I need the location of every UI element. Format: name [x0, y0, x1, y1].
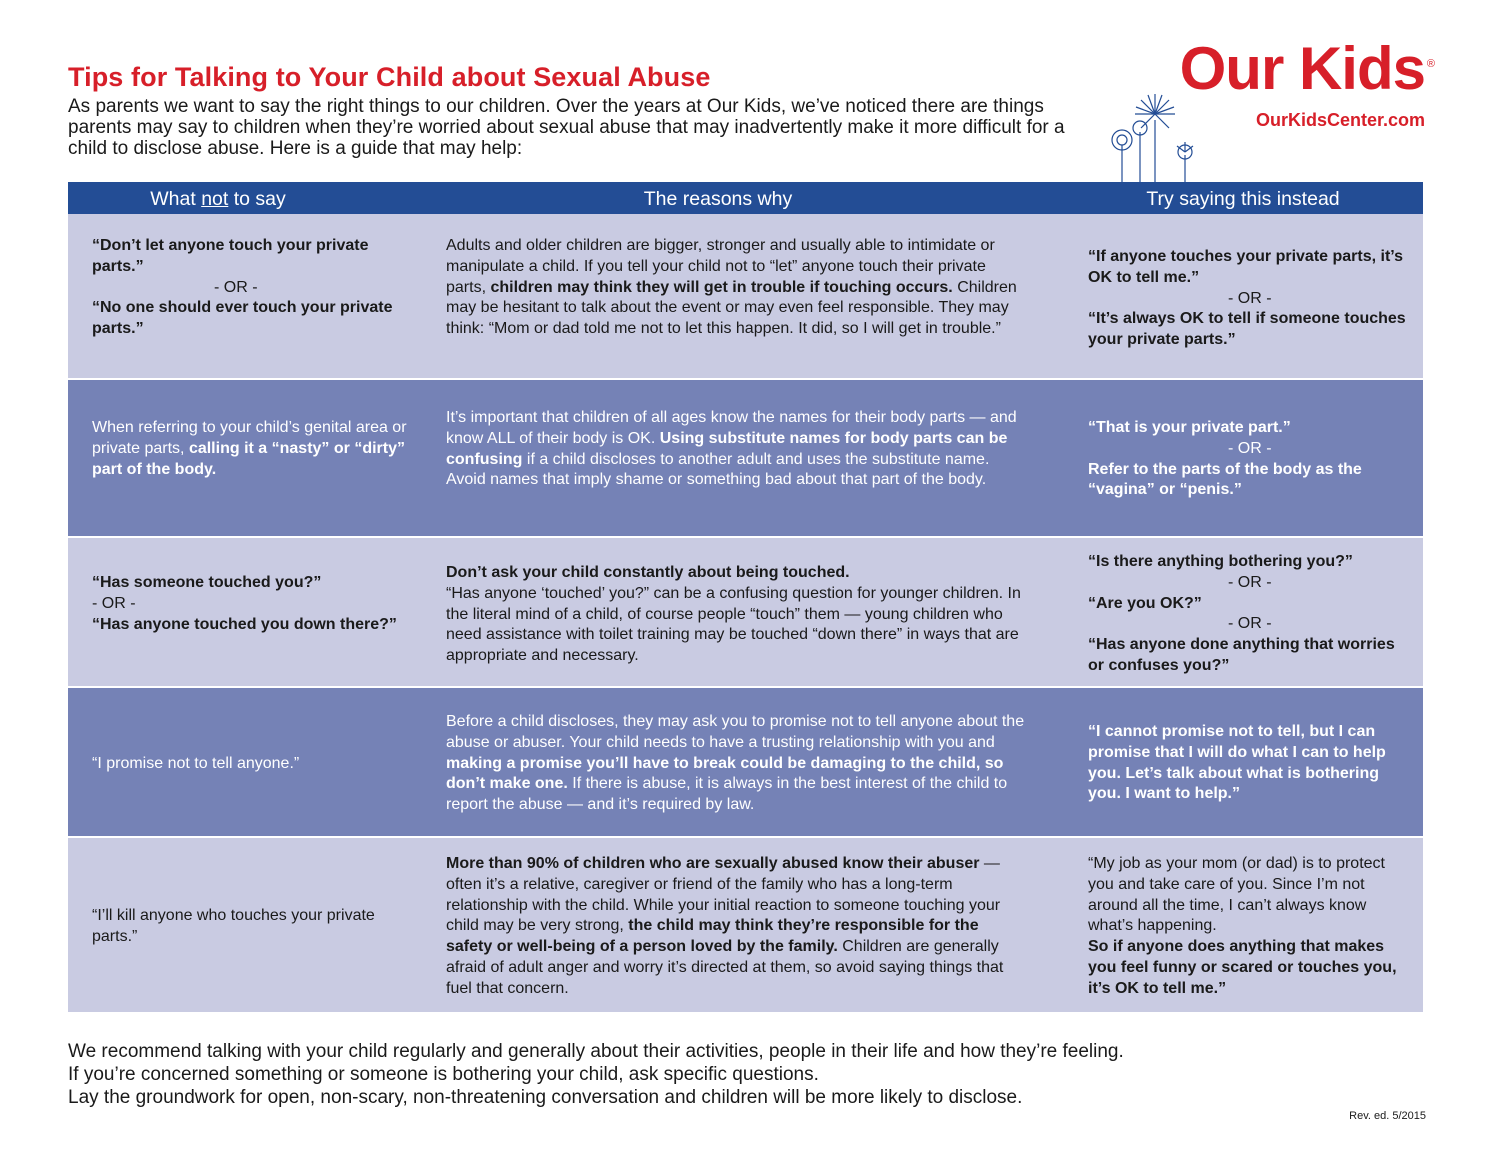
reason-cell: Don’t ask your child constantly about being touched. “Has anyone ‘touched’ you?” can be a confusing question for younger children. In the literal mind of a child, of course people “touch” them — young children who need assistance with toilet training may be touched “down there” in ways that are appropriate and necessary. [446, 564, 1021, 665]
smiley-o: O [1179, 35, 1226, 102]
our-kids-logo [1100, 30, 1445, 190]
reason-cell: Adults and older children are bigger, stronger and usually able to intimidate or manipulate a child. If you tell your child not to “let” anyone touch their private parts, children may think they will get in trouble if touching occurs. Children may be hesitant to talk about the event or may even feel responsible. They may think: “Mom or dad told me not to let this happen. It did, so I will get in trouble.” [446, 237, 1017, 338]
try-instead-cell: “If anyone touches your private parts, it’s OK to tell me.” - OR - “It’s always OK to tell if someone touches your private parts.” [1088, 248, 1406, 349]
tips-table [68, 182, 1423, 1012]
try-instead-cell: “My job as your mom (or dad) is to protect you and take care of you. Since I’m not around all the time, I can’t always know what’s happening. So if anyone does anything that makes you feel funny or scared or touches you, it’s OK to tell me.” [1088, 855, 1397, 997]
table-row [68, 688, 1423, 836]
what-not-to-say-cell: “Don’t let anyone touch your private parts.” - OR - “No one should ever touch your private parts.” [92, 237, 393, 338]
reason-cell: It’s important that children of all ages know the names for their body parts — and know ALL of their body is OK. Using substitute names for body parts can be confusing if a child discloses to another adult and uses the substitute name. Avoid names that imply shame or something bad about that part of the body. [446, 409, 1017, 489]
what-not-to-say-cell: “I’ll kill anyone who touches your private parts.” [92, 907, 375, 945]
page-title: Tips for Talking to Your Child about Sexual Abuse [68, 62, 711, 92]
table-row [68, 214, 1423, 378]
intro-paragraph: As parents we want to say the right things to our children. Over the years at Our Kids, we’ve noticed there are things parents may say to children when they’re worried about sexual abuse that may inadvertently make it more difficult for a child to disclose abuse. Here is a guide that may help: [68, 96, 1065, 159]
try-instead-cell: “I cannot promise not to tell, but I can promise that I will do what I can to help you. Let’s talk about what is bothering you. I want to help.” [1088, 723, 1386, 803]
header-reasons-why: The reasons why [643, 188, 793, 210]
table-row [68, 538, 1423, 686]
reason-cell: Before a child discloses, they may ask you to promise not to tell anyone about the abuse or abuser. Your child needs to have a trusting relationship with you and making a promise you’ll have to break could be damaging to the child, so don’t make one. If there is abuse, it is always in the best interest of the child to report the abuse — and it’s required by law. [446, 713, 1025, 814]
try-instead-cell: “That is your private part.” - OR - Refer to the parts of the body as the “vagina” or “penis.” [1088, 419, 1362, 499]
table-header [68, 182, 1423, 214]
registered-mark: ® [1426, 58, 1435, 70]
revision-note: Rev. ed. 5/2015 [1349, 1110, 1426, 1122]
header-try-saying: Try saying this instead [1146, 188, 1340, 210]
try-instead-cell: “Is there anything bothering you?” - OR - “Are you OK?” - OR - “Has anyone done anything that worries or confuses you?” [1088, 553, 1395, 674]
what-not-to-say-cell: “Has someone touched you?” - OR - “Has anyone touched you down there?” [92, 574, 397, 633]
table-row [68, 838, 1423, 1012]
table-row [68, 380, 1423, 536]
closing-paragraph: We recommend talking with your child regularly and generally about their activities, people in their life and how they’re feeling. If you’re concerned something or someone is bothering your child, ask specific questions. Lay the groundwork for open, non-scary, non-threatening conversation and children will be more likely to disclose. [68, 1041, 1124, 1108]
logo-wordmark [1180, 34, 1425, 104]
logo-url[interactable]: OurKidsCenter.com [1255, 110, 1425, 130]
reason-cell: More than 90% of children who are sexually abused know their abuser — often it’s a relative, caregiver or friend of the family who has a long-term relationship with the child. While your initial reaction to someone touching your child may be very strong, the child may think they’re responsible for the safety or well-being of a person loved by the family. Children are generally afraid of adult anger and worry it’s directed at them, so avoid saying things that fuel that concern. [446, 855, 1004, 997]
what-not-to-say-cell: When referring to your child’s genital area or private parts, calling it a “nasty” or “dirty” part of the body. [92, 419, 407, 478]
what-not-to-say-cell: “I promise not to tell anyone.” [92, 755, 300, 772]
header-what-not-to-say: What not to say [150, 188, 286, 210]
logo-word-rest: ur Kids [1225, 35, 1425, 102]
